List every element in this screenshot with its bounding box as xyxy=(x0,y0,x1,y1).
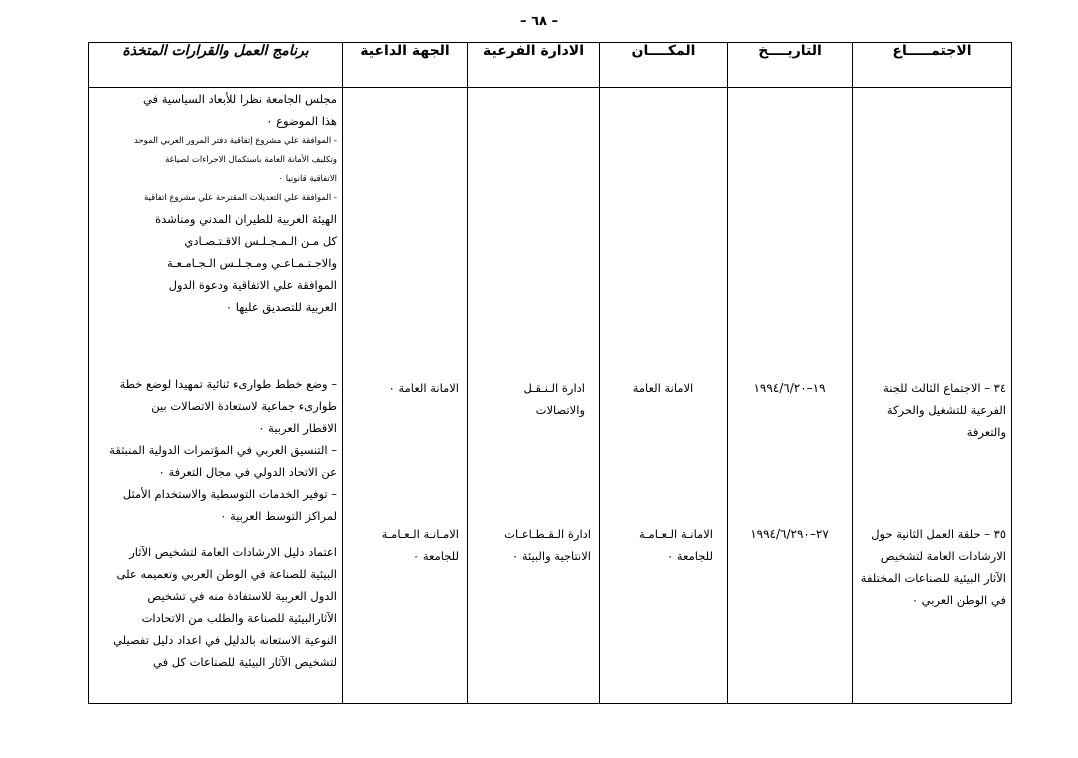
date-34: ١٩–١٩٩٤/٦/٢٠ xyxy=(753,381,826,395)
meeting-35: ٣٥ – حلقة العمل الثانية حول الارشادات العامة لتشخيص الآثار البيئية للصناعات المختلفة في الوطن العربي ٠ xyxy=(860,527,1006,607)
program-line: لمراكز التوسط العربية ٠ xyxy=(220,509,337,523)
continuation-line: والاجـتـمـاعـي ومـجـلـس الـجـامـعـة xyxy=(167,256,337,270)
program-line: الدول العربية للاستفادة منه في تشخيص xyxy=(147,589,337,603)
continuation-line: وتكليف الأمانة العامة باستكمال الاجراءات لصياغة xyxy=(165,155,337,165)
program-line: الآثارالبيئية للصناعة والطلب من الاتحادات xyxy=(141,611,337,625)
program-line: – التنسيق العربي في المؤتمرات الدولية المنبثقة xyxy=(109,443,337,457)
program-line: النوعية الاستعانه بالدليل في اعداد دليل تفصيلي xyxy=(113,633,337,647)
meeting-34: ٣٤ – الاجتماع الثالث للجنة الفرعية للتشغيل والحركة والتعرفة xyxy=(883,381,1006,439)
continuation-text xyxy=(89,88,342,373)
continuation-line: هذا الموضوع ٠ xyxy=(266,114,337,128)
program-line: طوارىء جماعية لاستعادة الاتصالات بين xyxy=(151,399,337,413)
program-34 xyxy=(89,373,342,541)
date-cell xyxy=(728,88,853,704)
continuation-line: مجلس الجامعة نظرا للأبعاد السياسية في xyxy=(142,92,337,106)
place-35: الامانـة الـعـامـة للجامعة ٠ xyxy=(639,527,713,563)
continuation-line: - الموافقة علي التعديلات المقترحة علي مشروع اتفاقية xyxy=(143,193,337,203)
date-35: ٢٧–١٩٩٤/٦/٢٩٠ xyxy=(750,527,829,541)
header-meeting: الاجتمـــــاع xyxy=(853,43,1012,88)
program-cell xyxy=(89,88,343,704)
party-34: الامانة العامة ٠ xyxy=(388,381,459,395)
program-line: لتشخيص الآثار البيئية للصناعات كل في xyxy=(153,655,337,669)
continuation-line: الاتفاقية قانونيا ٠ xyxy=(278,174,337,184)
dept-cell xyxy=(468,88,600,704)
party-cell xyxy=(343,88,468,704)
program-line: – توفير الخدمات التوسطية والاستخدام الأمثل xyxy=(122,487,337,501)
program-line: الاقطار العربية ٠ xyxy=(258,421,337,435)
page-number: – ٦٨ – xyxy=(520,14,558,29)
party-35: الامـانـة الـعـامـة للجامعة ٠ xyxy=(381,527,459,563)
header-date: التاريــــخ xyxy=(728,43,853,88)
program-line: – وضع خطط طوارىء ثنائية تمهيدا لوضع خطة xyxy=(119,377,337,391)
continuation-line: الهيئة العربية للطيران المدني ومناشدة xyxy=(155,212,337,226)
continuation-line: الموافقة علي الاتفاقية ودعوة الدول xyxy=(168,278,337,292)
program-line: عن الاتحاد الدولي في مجال التعرفة ٠ xyxy=(158,465,337,479)
place-cell xyxy=(600,88,728,704)
header-place: المكــــان xyxy=(600,43,728,88)
dept-34: ادارة الـنـقـل والاتصالات xyxy=(523,381,585,417)
header-program: برنامج العمل والقرارات المتخذة xyxy=(89,43,343,88)
program-line: اعتماد دليل الارشادات العامة لتشخيص الآثار xyxy=(129,545,337,559)
continuation-line: - الموافقة علي مشروع إتفاقية دفتر المرور العربي الموحد xyxy=(133,136,337,146)
header-row xyxy=(89,43,1012,88)
table-body-row xyxy=(89,88,1012,704)
meeting-cell xyxy=(853,88,1012,704)
header-dept: الادارة الفرعية xyxy=(468,43,600,88)
place-34: الامانة العامة xyxy=(632,381,694,395)
header-party: الجهة الداعية xyxy=(343,43,468,88)
program-35 xyxy=(89,541,342,673)
continuation-line: العربية للتصديق عليها ٠ xyxy=(225,300,337,314)
continuation-line: كل مـن الـمـجـلـس الاقـتـصـادي xyxy=(184,234,337,248)
meetings-table xyxy=(88,42,1012,704)
dept-35: ادارة الـقـطـاعـات الانتاجية والبيئة ٠ xyxy=(504,527,591,563)
program-line: البيئية للصناعة في الوطن العربي وتعميمه على xyxy=(116,567,337,581)
